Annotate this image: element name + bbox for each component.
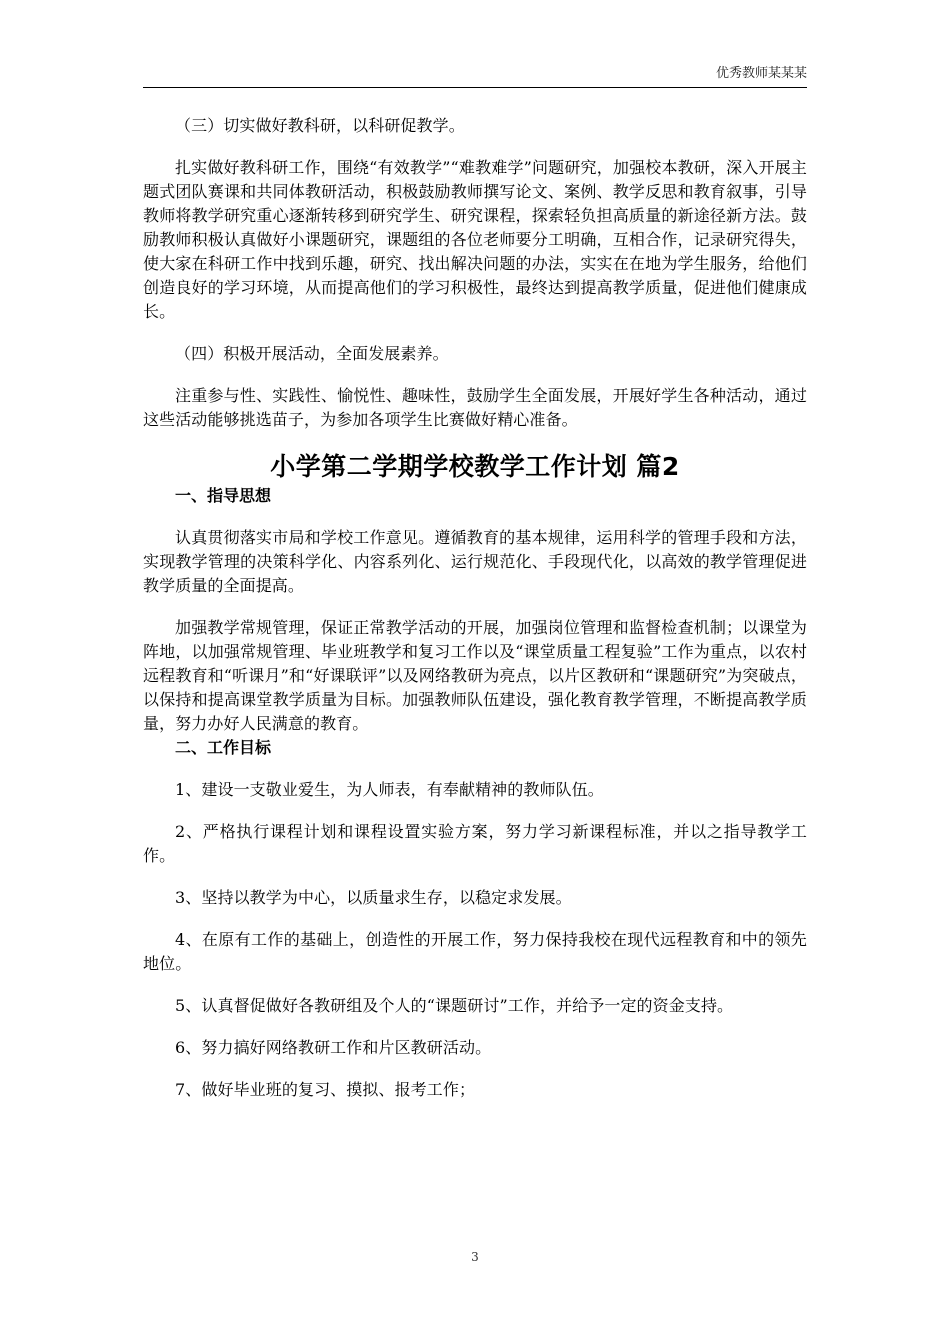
goal-item: 7、做好毕业班的复习、摸拟、报考工作； xyxy=(175,1080,476,1099)
paragraph-guiding-2: 加强教学常规管理，保证正常教学活动的开展，加强岗位管理和监督检查机制；以课堂为阵地，以加强常规管理、毕业班教学和复习工作以及“课堂质量工程复验”工作为重点，以农村远程教育和“听课月”和“好课联评”以及网络教研为亮点，以片区教研和“课题研究”为突破点，以保持和提高课堂教学质量为目标。加强教师队伍建设，强化教育教学管理，不断提高教学质量，努力办好人民满意的教育。 xyxy=(143,618,807,733)
paragraph-research: 扎实做好教科研工作，围绕“有效教学”“难教难学”问题研究，加强校本教研，深入开展主题式团队赛课和共同体教研活动，积极鼓励教师撰写论文、案例、教学反思和教育叙事，引导教师将教学研究重心逐渐转移到研究学生、研究课程，探索轻负担高质量的新途径新方法。鼓励教师积极认真做好小课题研究，课题组的各位老师要分工明确，互相合作，记录研究得失，使大家在科研工作中找到乐趣，研究、找出解决问题的办法，实实在在地为学生服务，给他们创造良好的学习环境，从而提高他们的学习积极性，最终达到提高教学质量，促进他们健康成长。 xyxy=(143,158,807,321)
paragraph-guiding-1: 认真贯彻落实市局和学校工作意见。遵循教育的基本规律，运用科学的管理手段和方法，实现教学管理的决策科学化、内容系列化、运行规范化、手段现代化，以高效的教学管理促进教学质量的全面提高。 xyxy=(143,528,807,595)
heading-work-goals: 二、工作目标 xyxy=(175,738,272,757)
page-header-title: 优秀教师某某某 xyxy=(715,66,807,81)
page-number: 3 xyxy=(471,1250,479,1264)
paragraph-activities: 注重参与性、实践性、愉悦性、趣味性，鼓励学生全面发展，开展好学生各种活动，通过这些活动能够挑选苗子，为参加各项学生比赛做好精心准备。 xyxy=(143,386,807,429)
subsection-title-4: （四）积极开展活动，全面发展素养。 xyxy=(175,344,449,363)
header-divider xyxy=(143,87,807,88)
subsection-title-3: （三）切实做好教科研，以科研促教学。 xyxy=(175,116,465,135)
heading-guiding-ideology: 一、指导思想 xyxy=(175,486,272,505)
goal-item: 6、努力搞好网络教研工作和片区教研活动。 xyxy=(175,1038,492,1057)
goal-item: 1、建设一支敬业爱生，为人师表，有奉献精神的教师队伍。 xyxy=(175,780,604,799)
section-title: 小学第二学期学校教学工作计划 篇2 xyxy=(270,452,680,481)
goal-item: 4、在原有工作的基础上，创造性的开展工作，努力保持我校在现代远程教育和中的领先地位。 xyxy=(143,930,807,973)
goal-item: 2、严格执行课程计划和课程设置实验方案，努力学习新课程标准，并以之指导教学工作。 xyxy=(143,822,807,865)
goal-item: 5、认真督促做好各教研组及个人的“课题研讨”工作，并给予一定的资金支持。 xyxy=(175,996,734,1015)
document-body xyxy=(143,114,807,1102)
goal-item: 3、坚持以教学为中心，以质量求生存，以稳定求发展。 xyxy=(175,888,572,907)
